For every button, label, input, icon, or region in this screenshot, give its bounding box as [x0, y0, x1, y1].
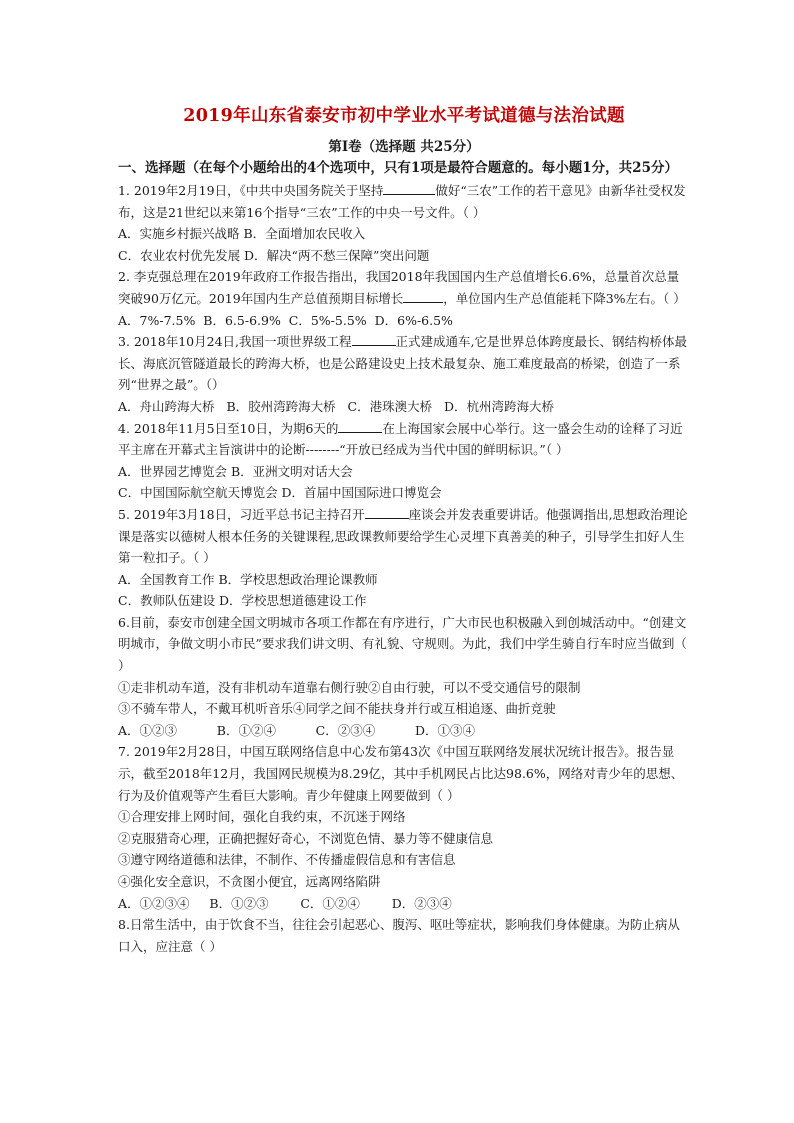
answer-blank — [403, 290, 443, 303]
option-row: A．实施乡村振兴战略 B．全面增加农民收入 — [118, 226, 366, 242]
statement-row: ③遵守网络道德和法律，不制作、不传播虚假信息和有害信息 — [118, 852, 456, 868]
question-8 — [118, 914, 690, 957]
question-stem: 8.日常生活中，由于饮食不当，往往会引起恶心、腹泻、呕吐等症状，影响我们身体健康。为防止病从口入，应注意（ ） — [118, 917, 680, 954]
question-5 — [118, 504, 690, 612]
question-4 — [118, 418, 690, 504]
question-stem: 6.目前，泰安市创建全国文明城市各项工作都在有序进行，广大市民也积极融入到创城活动中。“创建文明城市，争做文明小市民”要求我们讲文明、有礼貌、守规则。为此，我们中学生骑自行车时应当做到（ ） — [118, 614, 687, 674]
paper-subtitle: 第I卷（选择题 共25分） — [328, 139, 480, 155]
question-stem: 5. 2019年3月18日，习近平总书记主持召开 座谈会并发表重要讲话。他强调指出,思想政治理论课是落实以德树人根本任务的关键课程,思政课教师要给学生心灵埋下真善美的种子，引导学生扣好人生第一粒扣子。（ ） — [118, 506, 688, 566]
statement-row: ②克服猎奇心理，正确把握好奇心，不浏览色情、暴力等不健康信息 — [118, 830, 494, 846]
question-2 — [118, 266, 690, 331]
option-row: A．①②③④ B．①②③ C．①②④ D．②③④ — [118, 895, 452, 911]
statement-row: ④强化安全意识，不贪图小便宜，远离网络陷阱 — [118, 874, 381, 889]
question-7 — [118, 741, 690, 914]
question-3 — [118, 331, 690, 417]
question-stem: 1. 2019年2月19日，《中共中央国务院关于坚持 做好“三农”工作的若干意见》由新华社受权发布，这是21世纪以来第16个指导“三农”工作的中央一号文件。（ ） — [118, 183, 686, 220]
statement-row: ①合理安排上网时间，强化自我约束，不沉迷于网络 — [118, 809, 406, 825]
answer-blank — [352, 333, 396, 346]
question-stem: 4. 2018年11月5日至10日，为期6天的 在上海国家会展中心举行。这一盛会生动的诠释了习近平主席在开幕式主旨演讲中的论断--------“开放已经成为当代中国的鲜明标识。”（ ） — [118, 420, 683, 458]
option-row: A．世界园艺博览会 B．亚洲文明对话大会 — [118, 463, 353, 479]
answer-blank — [365, 506, 409, 519]
question-stem: 2. 李克强总理在2019年政府工作报告指出，我国2018年我国国内生产总值增长6.6%，总量首次总量突破90万亿元。2019年国内生产总值预期目标增长 ，单位国内生产总值能耗下降3%左右。（ ） — [118, 269, 686, 306]
option-row: A．①②③ B．①②④ C．②③④ D．①③④ — [118, 722, 476, 738]
option-row: C．农业农村优先发展 D．解决“两不愁三保障”突出问题 — [118, 247, 430, 263]
exam-page — [118, 102, 690, 957]
question-stem: 3. 2018年10月24日,我国一项世界级工程 正式建成通车,它是世界总体跨度最长、钢结构桥体最长、海底沉管隧道最长的跨海大桥，也是公路建设史上技术最复杂、施工难度最高的桥梁，创造了一系列“世界之最”。（） — [118, 334, 687, 393]
page-title: 2019年山东省泰安市初中学业水平考试道德与法治试题 — [183, 106, 625, 126]
question-stem: 7. 2019年2月28日，中国互联网络信息中心发布第43次《中国互联网络发展状况统计报告》。报告显示，截至2018年12月，我国网民规模为8.29亿，其中手机网民占比达98.6%，网络对青少年的思想、行为及价值观等产生看巨大影响。青少年健康上网要做到（ ） — [118, 744, 684, 803]
question-1 — [118, 180, 690, 266]
question-6 — [118, 612, 690, 742]
option-row: C．教师队伍建设 D．学校思想道德建设工作 — [118, 593, 367, 609]
option-row: A．舟山跨海大桥 B．胶州湾跨海大桥 C．港珠澳大桥 D．杭州湾跨海大桥 — [118, 398, 555, 414]
option-row: A．7%-7.5% B．6.5-6.9% C．5%-5.5% D．6%-6.5% — [118, 312, 453, 328]
option-row: C．中国国际航空航天博览会 D．首届中国国际进口博览会 — [118, 485, 442, 501]
statement-row: ③不骑车带人，不戴耳机听音乐④同学之间不能扶身并行或互相追逐、曲折竞驶 — [118, 701, 556, 717]
section-heading: 一、选择题（在每个小题给出的4个选项中，只有1项是最符合题意的。每小题1分，共25分） — [118, 160, 678, 176]
answer-blank — [383, 182, 435, 195]
answer-blank — [338, 420, 382, 433]
option-row: A．全国教育工作 B．学校思想政治理论课教师 — [118, 571, 378, 587]
statement-row: ①走非机动车道，没有非机动车道靠右侧行驶②自由行驶，可以不受交通信号的限制 — [118, 679, 581, 695]
